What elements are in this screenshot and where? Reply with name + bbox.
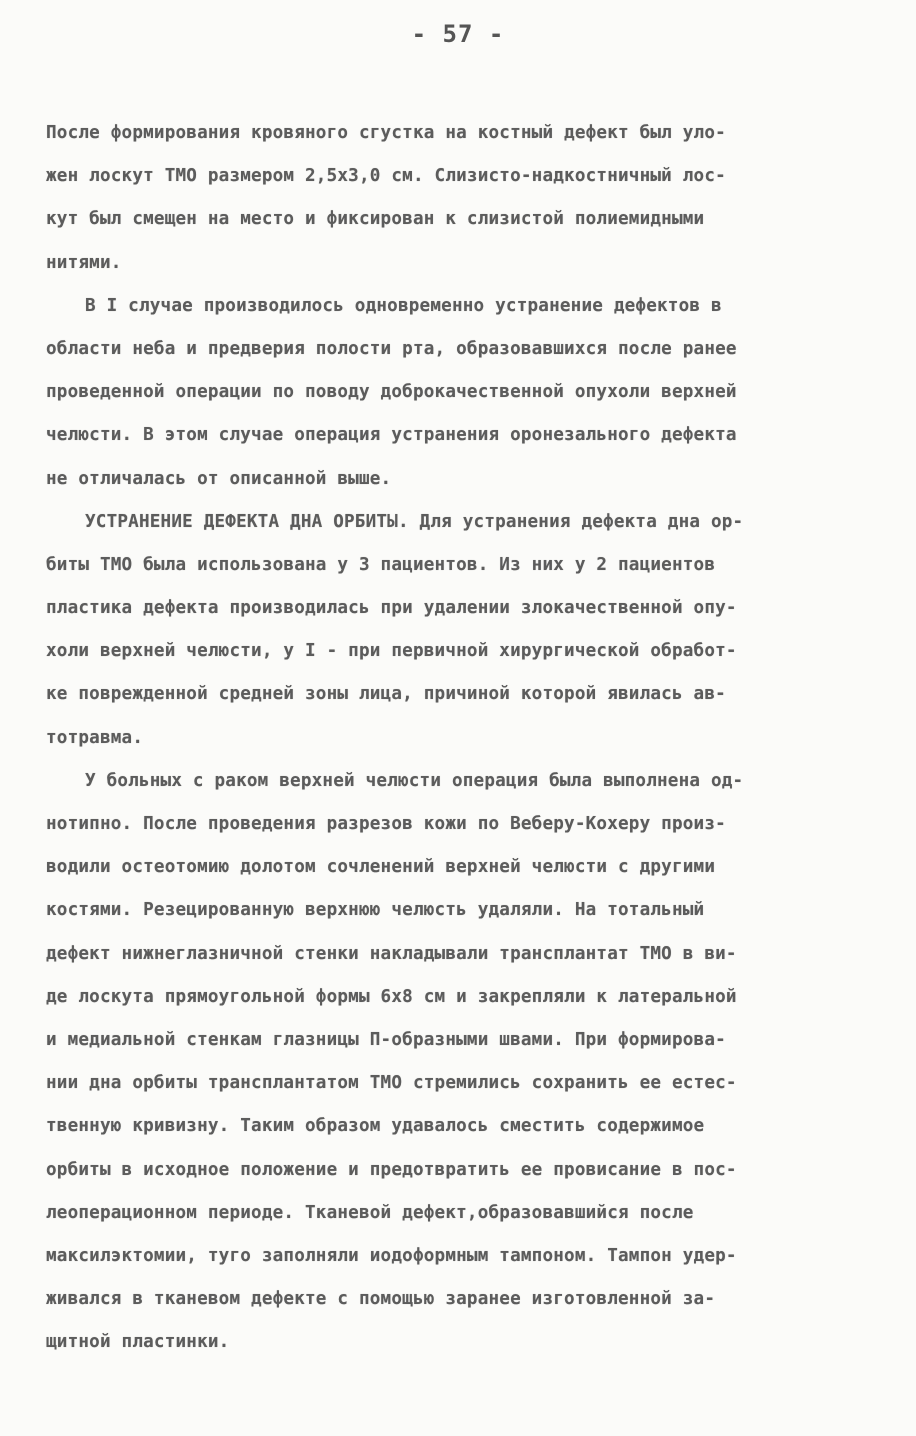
text-line: орбиты в исходное положение и предотвратить ее провисание в пос- xyxy=(46,1159,737,1180)
text-line: твенную кривизну. Таким образом удавалось сместить содержимое xyxy=(46,1116,705,1137)
text-line: холи верхней челюсти, у I - при первичной хирургической обработ- xyxy=(46,641,737,662)
text-line: В I случае производилось одновременно устранение дефектов в xyxy=(85,295,722,316)
text-line: челюсти. В этом случае операция устранения оронезального дефекта xyxy=(46,425,737,446)
text-line: и медиальной стенкам глазницы П-образными швами. При формирова- xyxy=(46,1029,726,1050)
text-line: УСТРАНЕНИЕ ДЕФЕКТА ДНА ОРБИТЫ. Для устранения дефекта дна ор- xyxy=(85,511,744,532)
text-line: тотравма. xyxy=(46,727,144,748)
paragraph xyxy=(46,765,876,1370)
text-line: ке поврежденной средней зоны лица, причиной которой явилась ав- xyxy=(46,684,726,705)
text-line: жен лоскут ТМО размером 2,5х3,0 см. Слизисто-надкостничный лос- xyxy=(46,166,726,187)
text-line: леоперационном периоде. Тканевой дефект,образовавшийся после xyxy=(46,1202,694,1223)
paragraph xyxy=(46,506,876,765)
text-line: водили остеотомию долотом сочленений верхней челюсти с другими xyxy=(46,857,716,878)
text-line: У больных с раком верхней челюсти операция была выполнена од- xyxy=(85,770,744,791)
text-line: После формирования кровяного сгустка на костный дефект был уло- xyxy=(46,123,726,143)
text-line: максилэктомии, туго заполняли иодоформным тампоном. Тампон удер- xyxy=(46,1245,737,1266)
text-line: нии дна орбиты трансплантатом ТМО стремились сохранить ее естес- xyxy=(46,1073,737,1094)
text-line: нитями. xyxy=(46,252,122,273)
text-line: нотипно. После проведения разрезов кожи по Веберу-Кохеру произ- xyxy=(46,814,726,834)
text-line: живался в тканевом дефекте с помощью заранее изготовленной за- xyxy=(46,1289,716,1310)
text-line: щитной пластинки. xyxy=(46,1332,230,1353)
text-line: биты ТМО была использована у 3 пациентов. Из них у 2 пациентов xyxy=(46,554,716,575)
text-line: де лоскута прямоугольной формы 6х8 см и закрепляли к латеральной xyxy=(46,986,737,1007)
text-line: дефект нижнеглазничной стенки накладывали трансплантат ТМО в ви- xyxy=(46,943,737,964)
text-line: пластика дефекта производилась при удалении злокачественной опу- xyxy=(46,598,737,619)
paragraph xyxy=(46,290,876,506)
text-line: не отличалась от описанной выше. xyxy=(46,468,392,489)
document-body xyxy=(46,117,876,1369)
text-line: проведенной операции по поводу доброкачественной опухоли верхней xyxy=(46,382,737,403)
text-line: области неба и предверия полости рта, образовавшихся после ранее xyxy=(46,338,737,359)
paragraph xyxy=(46,117,876,290)
page-number: - 57 - xyxy=(411,20,505,48)
text-line: костями. Резецированную верхнюю челюсть удаляли. На тотальный xyxy=(46,900,705,921)
text-line: кут был смещен на место и фиксирован к слизистой полиемидными xyxy=(46,209,705,230)
